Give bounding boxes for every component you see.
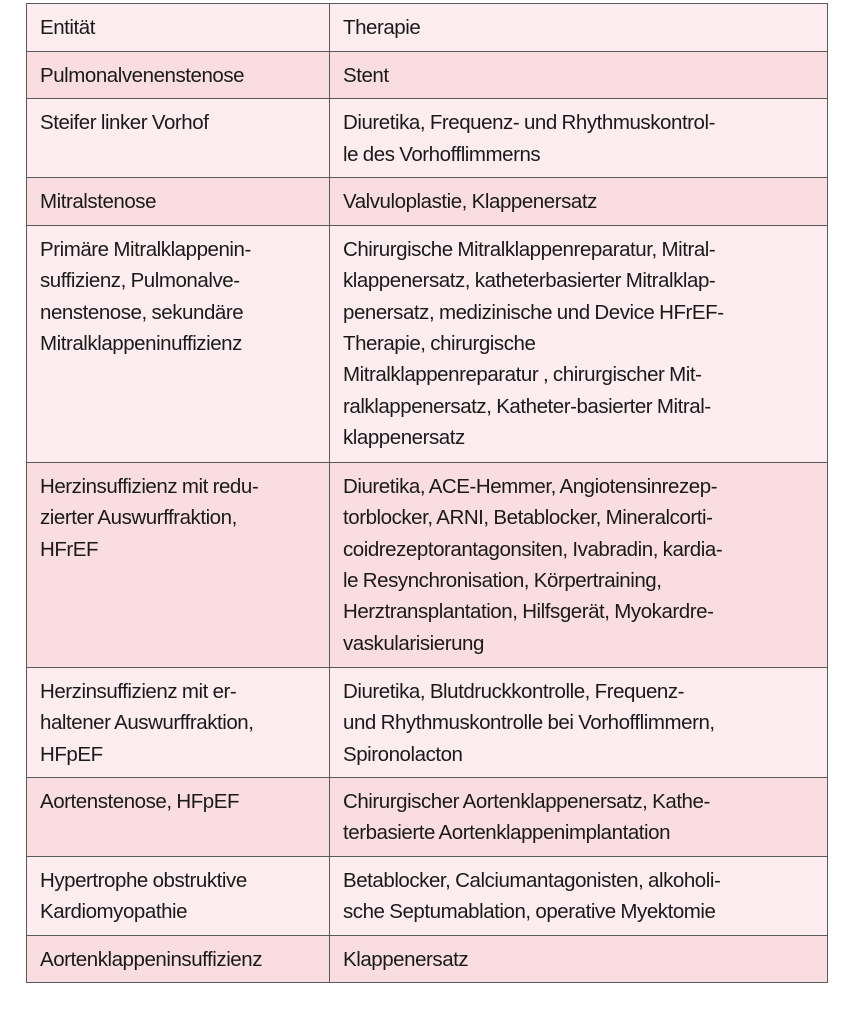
header-therapy: Therapie (343, 16, 421, 39)
header-cell-therapy (330, 4, 828, 52)
therapy-text: Diuretika, Blutdruckkontrolle, Frequenz- und Rhythmuskontrolle bei Vorhofflimmern, Spironolacton (343, 679, 715, 766)
entity-cell (27, 857, 330, 936)
therapy-cell (330, 52, 828, 99)
entity-text: Mitralstenose (40, 190, 157, 214)
table-row (27, 667, 828, 777)
therapy-text: Chirurgische Mitralklappenreparatur, Mitral- klappenersatz, katheterbasierter Mitralklap- penersatz, medizinische und Device HFrEF- Therapie, chirurgische Mitralklappenreparatur , chirurgischer Mit- ralklappenersatz, Katheter-basierter Mitral- klappenersatz (343, 237, 724, 450)
therapy-cell (330, 857, 828, 936)
entity-cell (27, 778, 330, 857)
table-row (27, 935, 828, 982)
therapy-text: Chirurgischer Aortenklappenersatz, Kathe- terbasierte Aortenklappenimplantation (343, 790, 710, 845)
therapy-cell (330, 462, 828, 667)
therapy-table (26, 3, 828, 983)
table-row (27, 99, 828, 178)
entity-text: Aortenstenose, HFpEF (40, 790, 240, 814)
table-row (27, 857, 828, 936)
therapy-cell (330, 778, 828, 857)
entity-cell (27, 52, 330, 99)
entity-cell (27, 935, 330, 982)
entity-cell (27, 462, 330, 667)
entity-cell (27, 178, 330, 225)
therapy-cell (330, 178, 828, 225)
therapy-text: Diuretika, ACE-Hemmer, Angiotensinrezep- torblocker, ARNI, Betablocker, Mineralcorti- coidrezeptorantagonsiten, Ivabradin, kardia- le Resynchronisation, Körpertraining, Herztransplantation, Hilfsgerät, Myokardre- vaskularisierung (343, 474, 723, 655)
table-header-row (27, 4, 828, 52)
entity-cell (27, 225, 330, 462)
entity-text: Herzinsuffizienz mit redu- zierter Auswurffraktion, HFrEF (40, 474, 259, 561)
entity-cell (27, 99, 330, 178)
therapy-text: Stent (343, 64, 389, 87)
therapy-text: Diuretika, Frequenz- und Rhythmuskontrol- le des Vorhofflimmerns (343, 111, 715, 166)
entity-text: Primäre Mitralklappenin- suffizienz, Pulmonalve- nenstenose, sekundäre Mitralklappeninuffizienz (40, 237, 251, 356)
entity-text: Herzinsuffizienz mit er- haltener Auswurffraktion, HFpEF (40, 679, 254, 766)
table-row (27, 225, 828, 462)
entity-text: Pulmonalvenenstenose (40, 64, 245, 87)
therapy-cell (330, 99, 828, 178)
header-cell-entity (27, 4, 330, 52)
header-entity: Entität (40, 16, 95, 39)
entity-text: Aortenklappeninsuffizienz (40, 947, 262, 971)
therapy-cell (330, 225, 828, 462)
table-row (27, 778, 828, 857)
therapy-text: Betablocker, Calciumantagonisten, alkoholi- sche Septumablation, operative Myektomie (343, 869, 721, 924)
entity-text: Hypertrophe obstruktive Kardiomyopathie (40, 869, 247, 924)
therapy-text: Valvuloplastie, Klappenersatz (343, 190, 597, 214)
therapy-cell (330, 935, 828, 982)
table-row (27, 462, 828, 667)
table-row (27, 52, 828, 99)
entity-text: Steifer linker Vorhof (40, 111, 209, 135)
table-row (27, 178, 828, 225)
therapy-cell (330, 667, 828, 777)
entity-cell (27, 667, 330, 777)
therapy-text: Klappenersatz (343, 947, 469, 971)
